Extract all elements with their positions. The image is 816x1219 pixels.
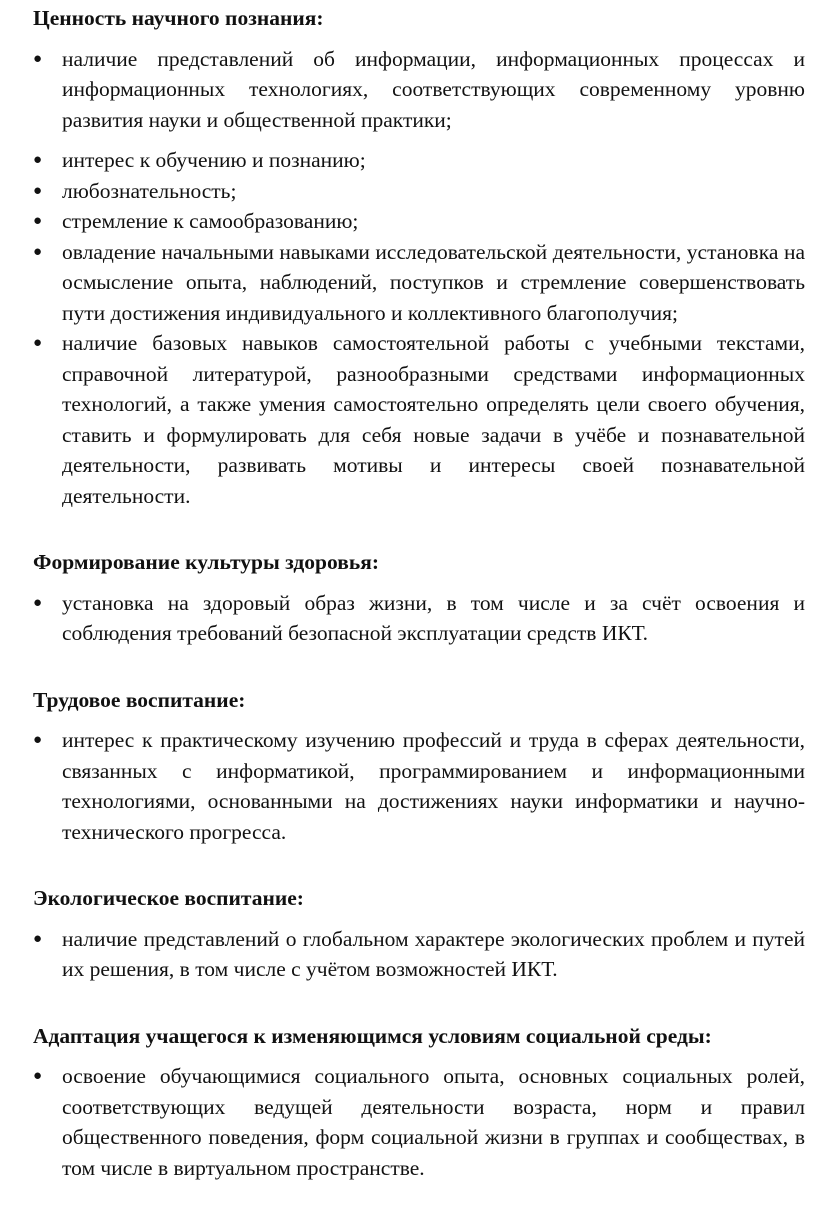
list-item-text: стремление к самообразованию;	[62, 209, 359, 233]
section-heading: Экологическое воспитание:	[33, 886, 304, 910]
section-heading: Адаптация учащегося к изменяющимся условиям социальной среды:	[33, 1023, 712, 1048]
list-item	[33, 924, 805, 985]
bullet-icon: ●	[33, 732, 43, 748]
document-page	[33, 3, 805, 1219]
section-heading: Ценность научного познания:	[33, 6, 324, 30]
section-social-adaptation	[33, 1021, 805, 1184]
list-item-text: наличие базовых навыков самостоятельной работы с учебными текстами, справочной литературой, разнообразными средствами информационных технологий, а также умения самостоятельно определять цели своего обучения, ставить и формулировать для себя новые задачи в учёбе и познавательной деятельности, развивать мотивы и интересы своей познавательной деятельности.	[62, 331, 805, 508]
list-item	[33, 44, 805, 136]
list-item	[33, 176, 805, 207]
list-item-text: овладение начальными навыками исследовательской деятельности, установка на осмысление опыта, наблюдений, поступков и стремление совершенствовать пути достижения индивидуального и коллективного благополучия;	[62, 239, 805, 325]
list-item-text: интерес к практическому изучению профессий и труда в сферах деятельности, связанных с информатикой, программированием и информационными технологиями, основанными на достижениях науки информатики и научно-технического прогресса.	[62, 728, 805, 844]
bullet-icon: ●	[33, 152, 43, 168]
list-item-text: наличие представлений о глобальном характере экологических проблем и путей их решения, в том числе с учётом возможностей ИКТ.	[62, 926, 805, 981]
bullet-icon: ●	[33, 594, 43, 611]
list-item-text: установка на здоровый образ жизни, в том числе и за счёт освоения и соблюдения требований безопасной эксплуатации средств ИКТ.	[62, 590, 805, 645]
bullet-icon: ●	[33, 930, 43, 947]
section-health-culture	[33, 547, 805, 649]
bullet-icon: ●	[33, 1068, 43, 1084]
bullet-icon: ●	[33, 50, 43, 67]
list-item-text: любознательность;	[62, 178, 237, 203]
bullet-list	[33, 924, 805, 985]
section-labor-education	[33, 685, 805, 848]
bullet-list	[33, 588, 805, 649]
bullet-icon: ●	[33, 335, 43, 351]
bullet-list	[33, 1061, 805, 1183]
section-heading: Трудовое воспитание:	[33, 687, 246, 712]
list-item	[33, 328, 805, 511]
bullet-icon: ●	[33, 182, 43, 199]
bullet-list	[33, 725, 805, 847]
bullet-icon: ●	[33, 243, 43, 260]
list-item	[33, 145, 805, 176]
section-scientific-knowledge	[33, 3, 805, 511]
bullet-icon: ●	[33, 213, 43, 229]
list-item-text: освоение обучающимися социального опыта, основных социальных ролей, соответствующих ведущей деятельности возраста, норм и правил общественного поведения, форм социальной жизни в группах и сообществах, в том числе в виртуальном пространстве.	[62, 1064, 805, 1180]
list-item	[33, 588, 805, 649]
list-item	[33, 206, 805, 237]
list-item-text: наличие представлений об информации, информационных процессах и информационных технологиях, соответствующих современному уровню развития науки и общественной практики;	[62, 46, 805, 132]
list-item	[33, 725, 805, 847]
section-heading: Формирование культуры здоровья:	[33, 550, 379, 574]
list-item	[33, 1061, 805, 1183]
list-item-text: интерес к обучению и познанию;	[62, 148, 366, 172]
list-item	[33, 237, 805, 329]
bullet-list	[33, 44, 805, 512]
section-ecological-education	[33, 883, 805, 985]
